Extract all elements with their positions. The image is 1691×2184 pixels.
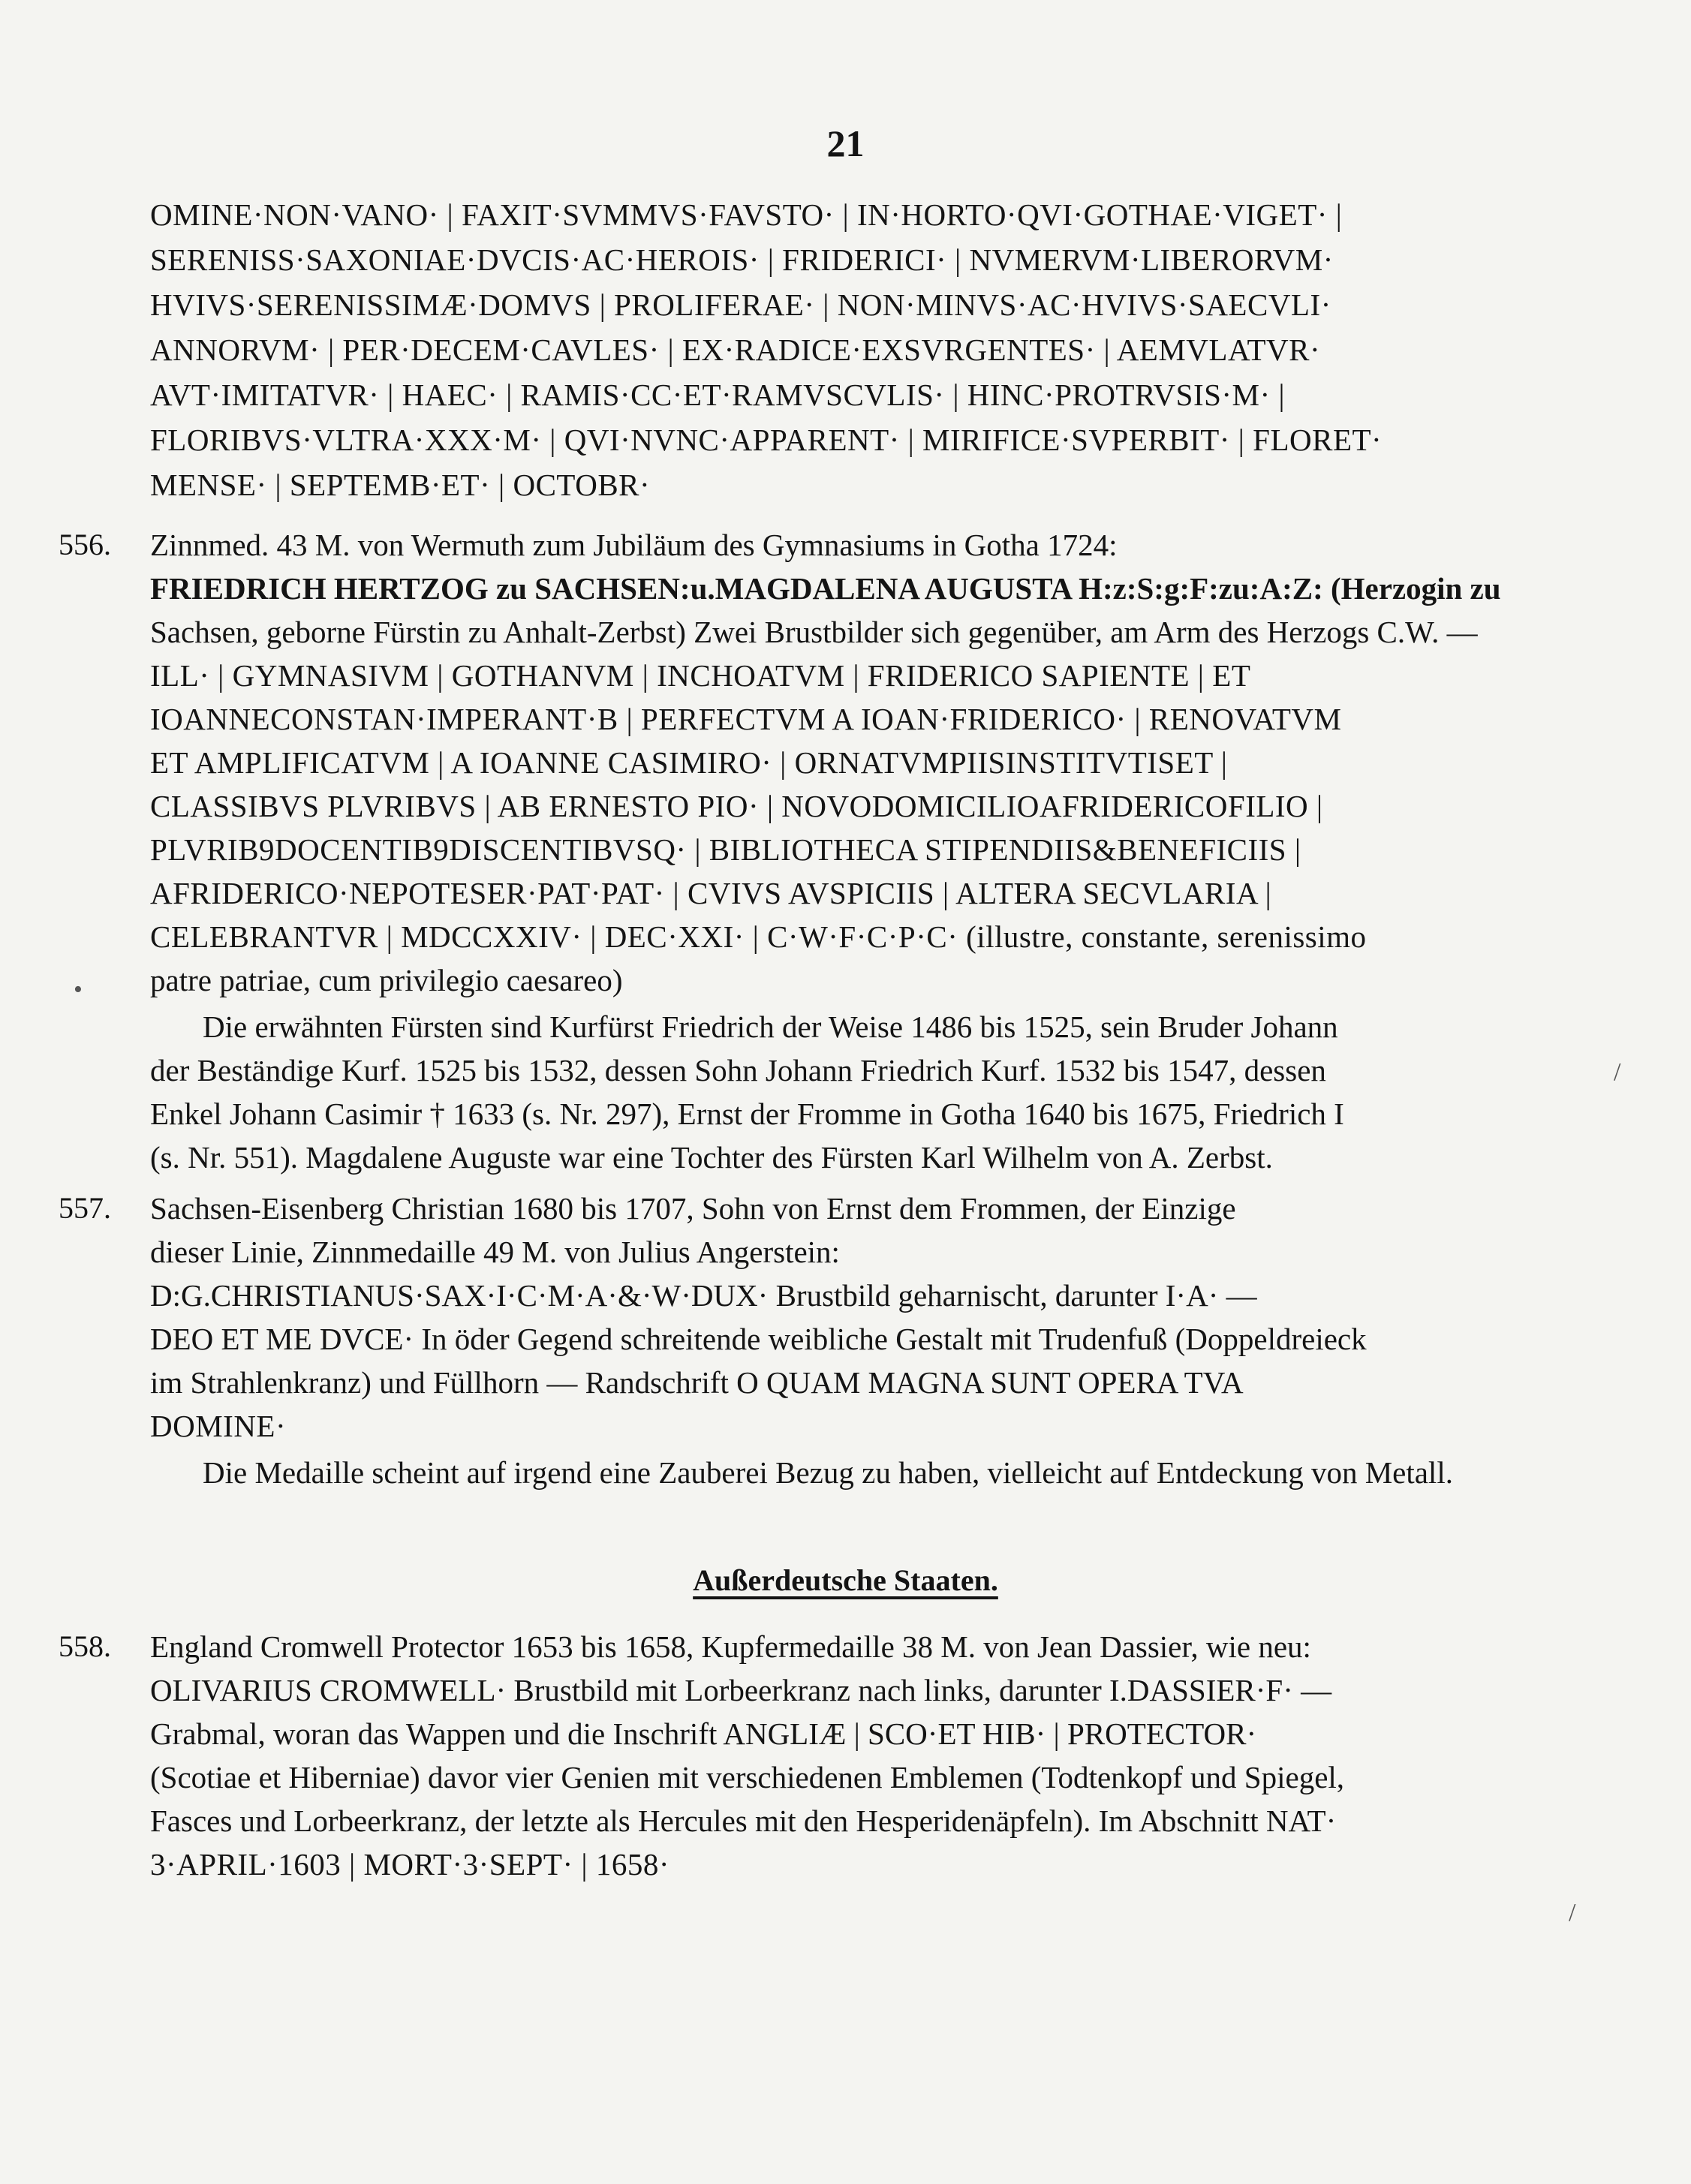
- text-line: Die erwähnten Fürsten sind Kurfürst Friedrich der Weise 1486 bis 1525, sein Bruder Johann: [203, 1009, 1338, 1044]
- entry-number: 556.: [59, 528, 111, 561]
- text-line: im Strahlenkranz) und Füllhorn — Randschrift O QUAM MAGNA SUNT OPERA TVA: [150, 1365, 1244, 1400]
- entry-number: 558.: [59, 1629, 111, 1663]
- text-line: (Scotiae et Hiberniae) davor vier Genien mit verschiedenen Emblemen (Todtenkopf und Spiegel,: [150, 1760, 1345, 1794]
- text-line: OLIVARIUS CROMWELL· Brustbild mit Lorbeerkranz nach links, darunter I.DASSIER·F· —: [150, 1673, 1332, 1707]
- text-line: England Cromwell Protector 1653 bis 1658, Kupfermedaille 38 M. von Jean Dassier, wie neu:: [150, 1629, 1311, 1664]
- text-line: ANNORVM· | PER·DECEM·CAVLES· | EX·RADICE·EXSVRGENTES· | AEMVLATVR·: [150, 332, 1321, 367]
- text-line: IOANNECONSTAN·IMPERANT·B | PERFECTVM A IOAN·FRIDERICO· | RENOVATVM: [150, 702, 1342, 736]
- text-line: AVT·IMITATVR· | HAEC· | RAMIS·CC·ET·RAMVSCVLIS· | HINC·PROTRVSIS·M· |: [150, 378, 1286, 412]
- text-line: FRIEDRICH HERTZOG zu SACHSEN:u.MAGDALENA AUGUSTA H:z:S:g:F:zu:A:Z: (Herzogin zu: [150, 571, 1501, 606]
- text-line: der Beständige Kurf. 1525 bis 1532, dessen Sohn Johann Friedrich Kurf. 1532 bis 1547, dessen: [150, 1053, 1326, 1087]
- text-line: ILL· | GYMNASIVM | GOTHANVM | INCHOATVM | FRIDERICO SAPIENTE | ET: [150, 658, 1251, 693]
- page-number: 21: [826, 122, 865, 164]
- text-line: CELEBRANTVR | MDCCXXIV· | DEC·XXI· | C·W·F·C·P·C· (illustre, constante, serenissimo: [150, 919, 1367, 954]
- text-line: FLORIBVS·VLTRA·XXX·M· | QVI·NVNC·APPARENT· | MIRIFICE·SVPERBIT· | FLORET·: [150, 423, 1383, 457]
- section-heading: Außerdeutsche Staaten.: [693, 1563, 998, 1597]
- text-line: D:G.CHRISTIANUS·SAX·I·C·M·A·&·W·DUX· Brustbild geharnischt, darunter I·A· —: [150, 1278, 1257, 1313]
- text-line: Sachsen, geborne Fürstin zu Anhalt-Zerbst) Zwei Brustbilder sich gegenüber, am Arm des Herzogs C.W. —: [150, 615, 1478, 649]
- text-line: Fasces und Lorbeerkranz, der letzte als Hercules mit den Hesperidenäpfeln). Im Abschnitt NAT·: [150, 1803, 1337, 1838]
- text-line: 3·APRIL·1603 | MORT·3·SEPT· | 1658·: [150, 1847, 669, 1882]
- text-line: ET AMPLIFICATVM | A IOANNE CASIMIRO· | ORNATVMPIISINSTITVTISET |: [150, 745, 1228, 780]
- text-line: Enkel Johann Casimir † 1633 (s. Nr. 297), Ernst der Fromme in Gotha 1640 bis 1675, Friedrich I: [150, 1097, 1344, 1131]
- text-line: CLASSIBVS PLVRIBVS | AB ERNESTO PIO· | NOVODOMICILIOAFRIDERICOFILIO |: [150, 789, 1323, 823]
- text-line: (s. Nr. 551). Magdalene Auguste war eine Tochter des Fürsten Karl Wilhelm von A. Zerbst.: [150, 1140, 1273, 1175]
- text-line: Sachsen-Eisenberg Christian 1680 bis 1707, Sohn von Ernst dem Frommen, der Einzige: [150, 1191, 1236, 1226]
- text-line: patre patriae, cum privilegio caesareo): [150, 963, 623, 997]
- stray-mark-slash: /: [1569, 1899, 1576, 1927]
- text-line: Zinnmed. 43 M. von Wermuth zum Jubiläum des Gymnasiums in Gotha 1724:: [150, 528, 1118, 562]
- text-line: AFRIDERICO·NEPOTESER·PAT·PAT· | CVIVS AVSPICIIS | ALTERA SECVLARIA |: [150, 876, 1272, 910]
- stray-mark-bullet: •: [74, 976, 83, 1003]
- text-line: HVIVS·SERENISSIMÆ·DOMVS | PROLIFERAE· | NON·MINVS·AC·HVIVS·SAECVLI·: [150, 287, 1331, 322]
- stray-mark-slash: /: [1614, 1058, 1621, 1086]
- text-line: DEO ET ME DVCE· In öder Gegend schreitende weibliche Gestalt mit Trudenfuß (Doppeldreieck: [150, 1322, 1367, 1356]
- entry-number: 557.: [59, 1191, 111, 1225]
- text-line: dieser Linie, Zinnmedaille 49 M. von Julius Angerstein:: [150, 1235, 840, 1269]
- text-line: Grabmal, woran das Wappen und die Inschrift ANGLIÆ | SCO·ET HIB· | PROTECTOR·: [150, 1716, 1257, 1751]
- text-line: Die Medaille scheint auf irgend eine Zauberei Bezug zu haben, vielleicht auf Entdeckung von Metall.: [203, 1455, 1453, 1490]
- text-line: PLVRIB9DOCENTIB9DISCENTIBVSQ· | BIBLIOTHECA STIPENDIIS&BENEFICIIS |: [150, 832, 1301, 867]
- text-line: SERENISS·SAXONIAE·DVCIS·AC·HEROIS· | FRIDERICI· | NVMERVM·LIBERORVM·: [150, 242, 1334, 277]
- text-line: MENSE· | SEPTEMB·ET· | OCTOBR·: [150, 468, 651, 502]
- text-line: DOMINE·: [150, 1409, 287, 1443]
- text-line: OMINE·NON·VANO· | FAXIT·SVMMVS·FAVSTO· | IN·HORTO·QVI·GOTHAE·VIGET· |: [150, 197, 1343, 232]
